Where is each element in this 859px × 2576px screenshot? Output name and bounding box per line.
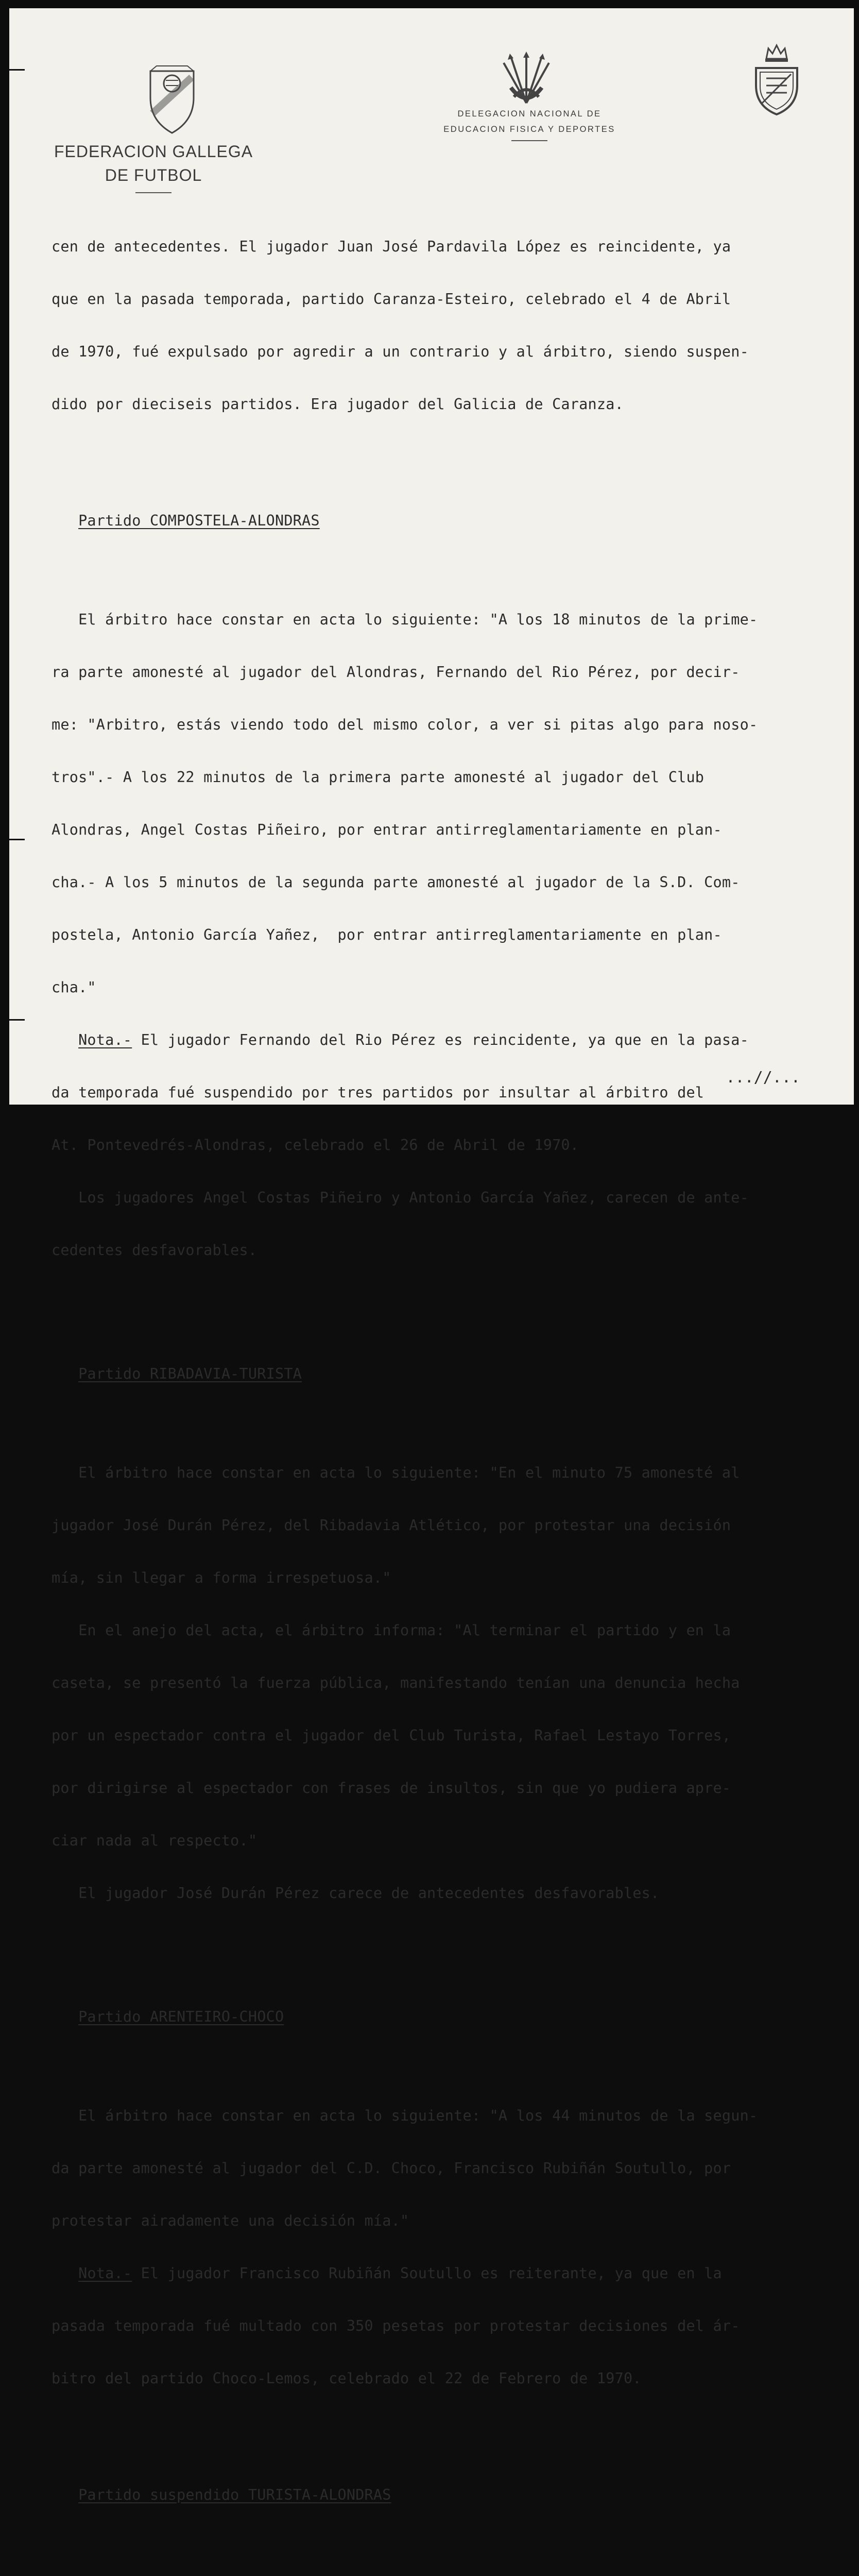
binding-hole-mark bbox=[9, 1019, 25, 1021]
note-line: At. Pontevedrés-Alondras, celebrado el 26 de Abril de 1970. bbox=[51, 1137, 579, 1154]
note-line: bitro del partido Choco-Lemos, celebrado el 22 de Febrero de 1970. bbox=[51, 2370, 642, 2387]
section-line: caseta, se presentó la fuerza pública, manifestando tenían una denuncia hecha bbox=[51, 1674, 740, 1691]
crowned-shield-emblem bbox=[751, 41, 802, 116]
binding-hole-mark bbox=[9, 69, 25, 71]
section-line: El árbitro hace constar en acta lo siguiente: "A los 18 minutos de la prime- bbox=[51, 611, 758, 628]
note-line: pasada temporada fué multado con 350 pesetas por protestar decisiones del ár- bbox=[51, 2317, 740, 2334]
intro-line: dido por dieciseis partidos. Era jugador del Galicia de Caranza. bbox=[51, 396, 624, 413]
delegation-name-line1: DELEGACION NACIONAL DE bbox=[457, 109, 602, 118]
section-heading: Partido COMPOSTELA-ALONDRAS bbox=[78, 512, 320, 529]
section-line: tros".- A los 22 minutos de la primera parte amonesté al jugador del Club bbox=[51, 769, 705, 786]
note-line: Nota.- El jugador Francisco Rubiñán Soutullo es reiterante, ya que en la bbox=[78, 2265, 722, 2282]
intro-line: de 1970, fué expulsado por agredir a un contrario y al árbitro, siendo suspen- bbox=[51, 343, 749, 360]
delegation-header bbox=[401, 106, 658, 141]
section-line: El jugador José Durán Pérez carece de antecedentes desfavorables. bbox=[51, 1885, 660, 1902]
section-line: cha.- A los 5 minutos de la segunda parte amonesté al jugador de la S.D. Com- bbox=[51, 874, 740, 891]
federation-shield-logo bbox=[147, 62, 197, 135]
federation-name-line1: FEDERACION GALLEGA bbox=[54, 142, 253, 161]
section-line: cha." bbox=[51, 979, 96, 996]
note-line: Nota.- El jugador Fernando del Rio Pérez es reincidente, ya que en la pasa- bbox=[78, 1031, 749, 1048]
federation-name-line2: DE FUTBOL bbox=[105, 166, 202, 184]
binding-hole-mark bbox=[9, 839, 25, 840]
delegation-name-line2: EDUCACION FISICA Y DEPORTES bbox=[443, 125, 615, 134]
section-line: ciar nada al respecto." bbox=[51, 1832, 257, 1849]
section-heading: Partido RIBADAVIA-TURISTA bbox=[78, 1365, 302, 1382]
intro-line: cen de antecedentes. El jugador Juan José Pardavila López es reincidente, ya bbox=[51, 238, 731, 255]
note-label: Nota.- bbox=[78, 1031, 132, 1048]
document-body bbox=[51, 203, 855, 2576]
document-page bbox=[9, 8, 854, 2503]
section-line: da parte amonesté al jugador del C.D. Choco, Francisco Rubiñán Soutullo, por bbox=[51, 2160, 731, 2177]
intro-line: que en la pasada temporada, partido Caranza-Esteiro, celebrado el 4 de Abril bbox=[51, 291, 731, 308]
section-line: me: "Arbitro, estás viendo todo del mismo color, a ver si pitas algo para noso- bbox=[51, 716, 758, 733]
section-line: El árbitro hace constar en acta lo siguiente: "En el minuto 75 amonesté al bbox=[51, 1464, 740, 1481]
section-line: ra parte amonesté al jugador del Alondras, Fernando del Rio Pérez, por decir- bbox=[51, 664, 740, 681]
note-label: Nota.- bbox=[78, 2265, 132, 2282]
note-line: cedentes desfavorables. bbox=[51, 1242, 257, 1259]
note-line: da temporada fué suspendido por tres partidos por insultar al árbitro del bbox=[51, 1084, 705, 1101]
section-line: En el anejo del acta, el árbitro informa: "Al terminar el partido y en la bbox=[51, 1622, 731, 1639]
section-heading: Partido ARENTEIRO-CHOCO bbox=[78, 2008, 284, 2025]
note-line: Los jugadores Angel Costas Piñeiro y Antonio García Yañez, carecen de ante- bbox=[51, 1189, 749, 1206]
section-line: Alondras, Angel Costas Piñeiro, por entrar antirreglamentariamente en plan- bbox=[51, 821, 722, 838]
yoke-arrows-emblem bbox=[500, 52, 553, 110]
section-heading: Partido suspendido TURISTA-ALONDRAS bbox=[78, 2486, 391, 2503]
delegation-divider bbox=[511, 140, 547, 141]
section-line: jugador José Durán Pérez, del Ribadavia Atlético, por protestar una decisión bbox=[51, 1517, 731, 1534]
section-line: postela, Antonio García Yañez, por entrar antirreglamentariamente en plan- bbox=[51, 926, 722, 943]
section-line: por dirigirse al espectador con frases de insultos, sin que yo pudiera apre- bbox=[51, 1780, 731, 1797]
header-divider bbox=[135, 192, 171, 193]
federation-header bbox=[50, 140, 256, 193]
section-line: mía, sin llegar a forma irrespetuosa." bbox=[51, 1569, 391, 1586]
section-line: protestar airadamente una decisión mía." bbox=[51, 2212, 409, 2229]
continuation-mark: ...//... bbox=[726, 1069, 800, 1087]
section-line: El árbitro hace constar en acta lo siguiente: "A los 44 minutos de la segun- bbox=[51, 2107, 758, 2124]
section-line: por un espectador contra el jugador del Club Turista, Rafael Lestayo Torres, bbox=[51, 1727, 731, 1744]
